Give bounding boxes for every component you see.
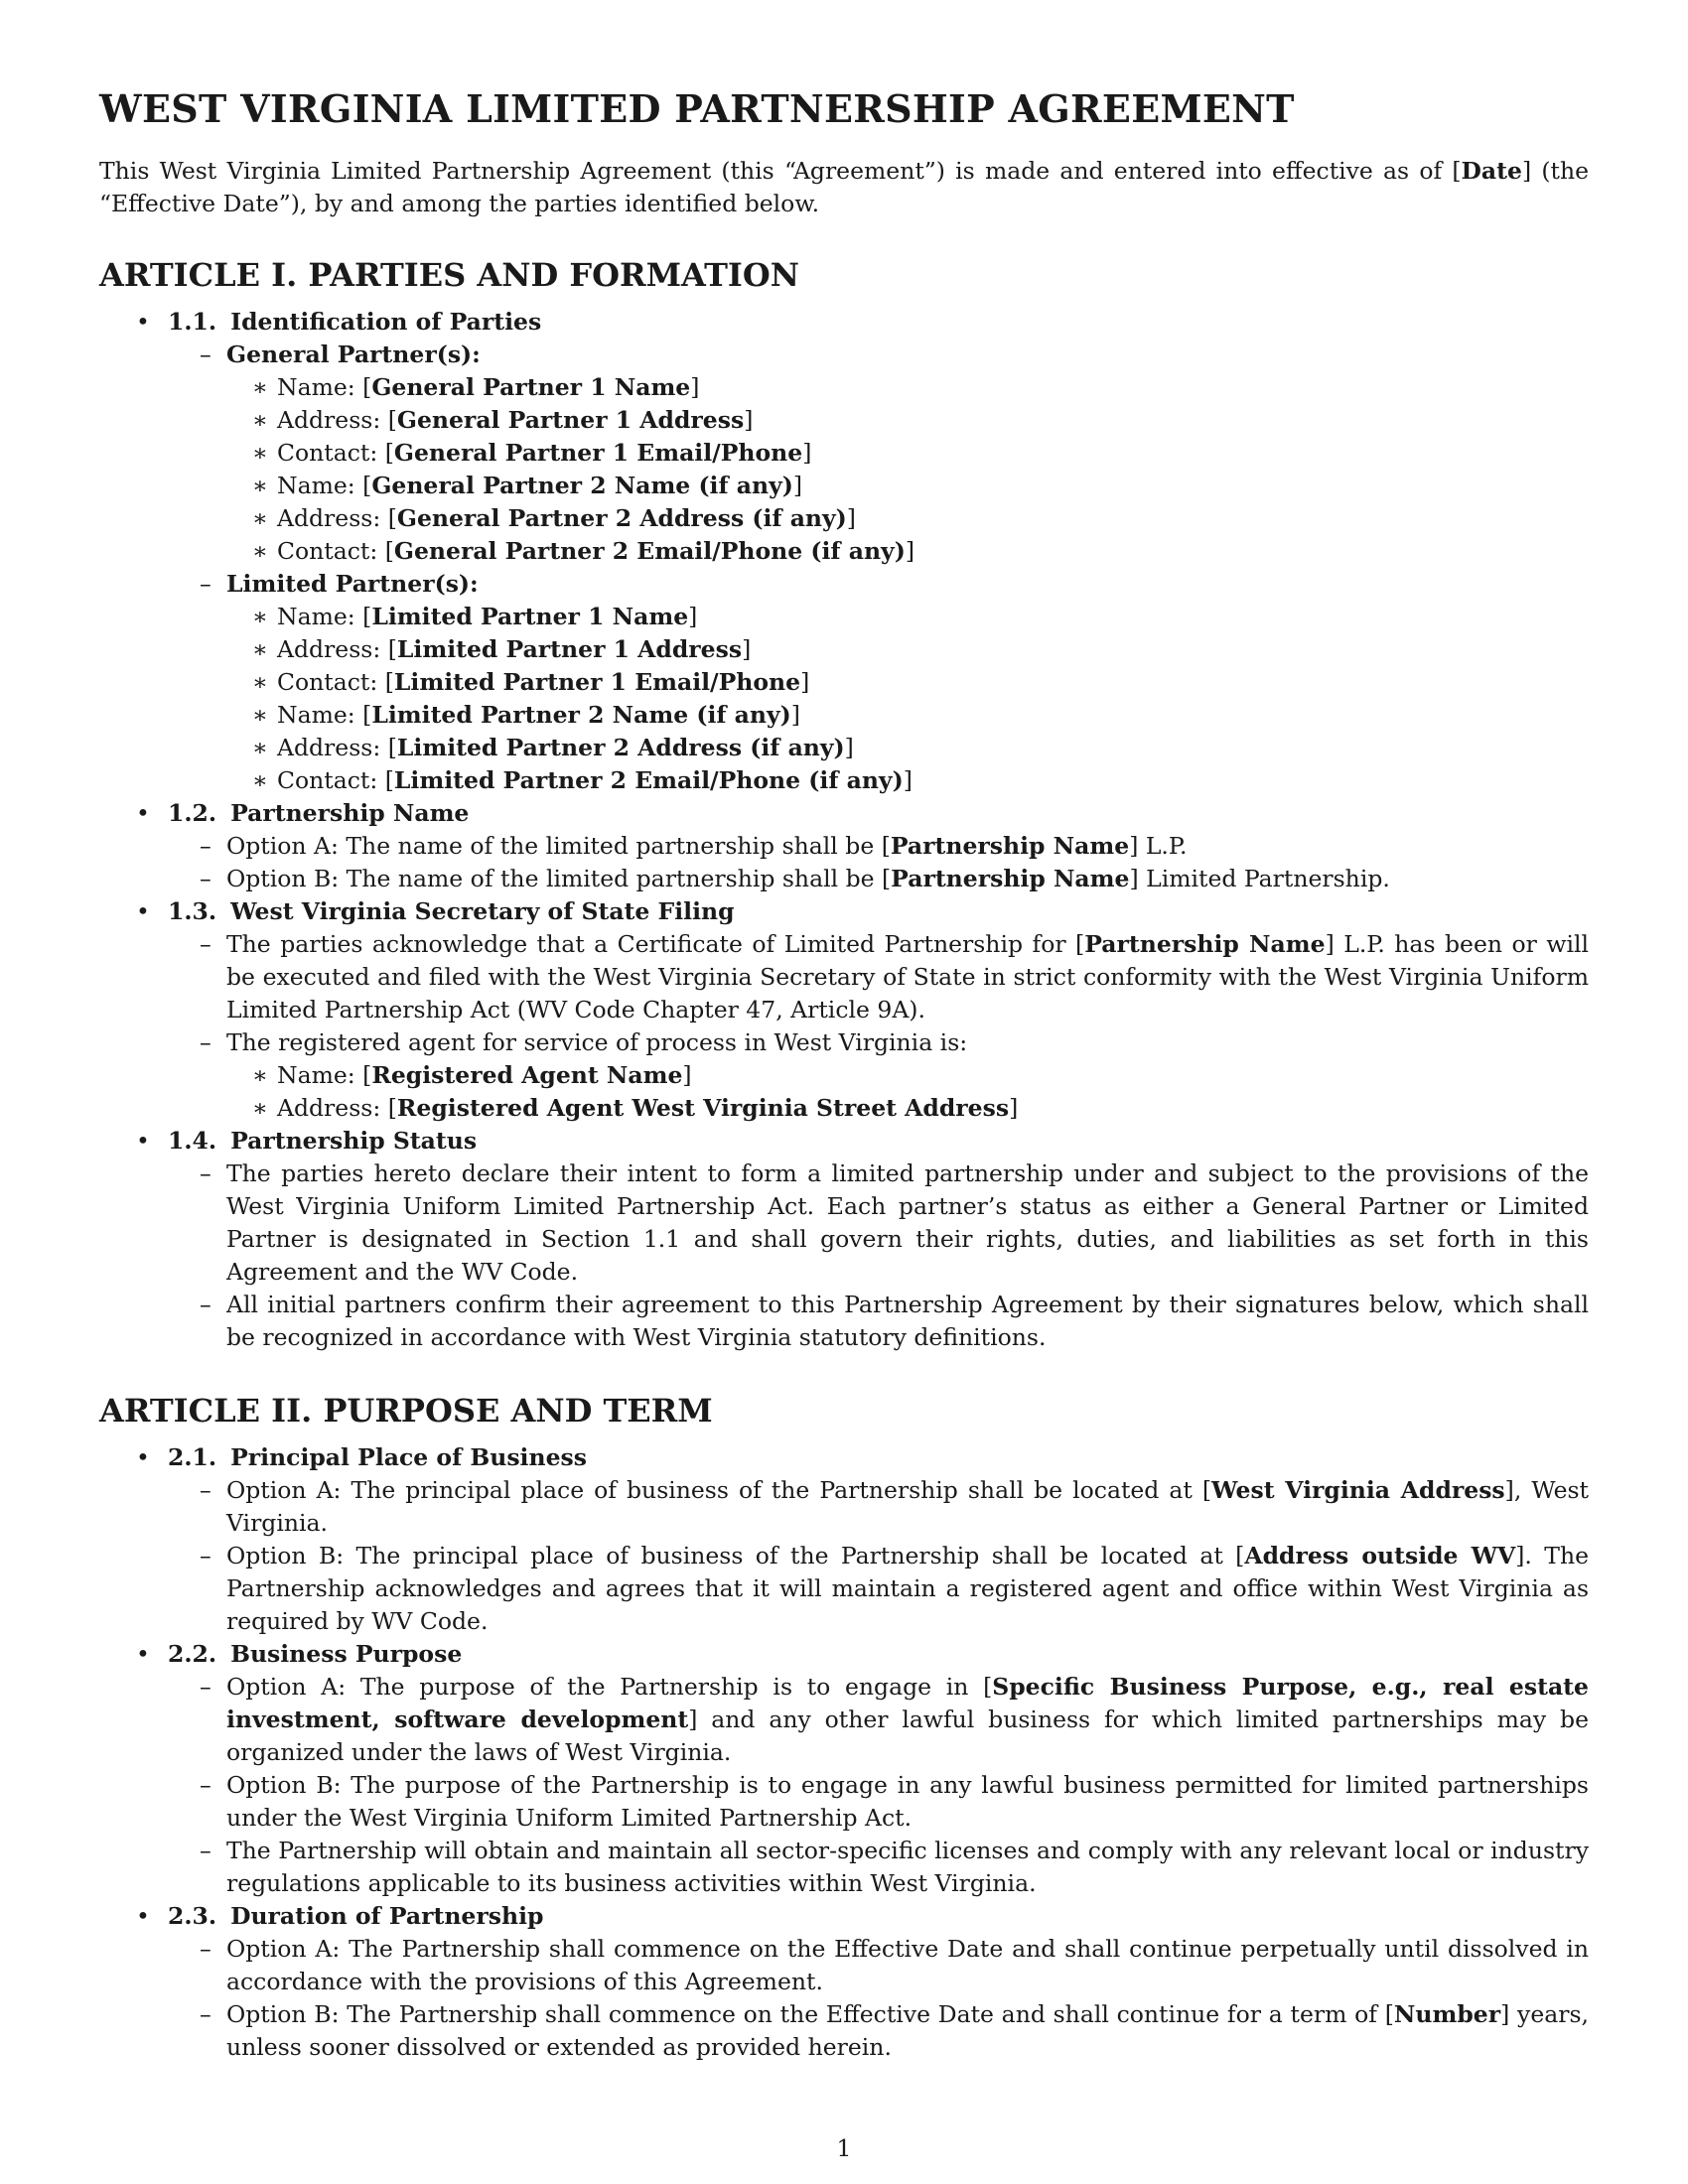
article-2-heading: ARTICLE II. PURPOSE AND TERM — [99, 1392, 713, 1430]
list-item: ∗ Name: [General Partner 2 Name (if any)] — [226, 470, 1589, 502]
section-1-3-title: West Virginia Secretary of State Filing — [230, 897, 735, 925]
section-1-2-title: Partnership Name — [230, 799, 470, 827]
list-item: – Option A: The Partnership shall commence on the Effective Date and shall continue perpetually until dissolved in accordance with the provisions of this Agreement. — [168, 1933, 1589, 1998]
general-partners-group — [168, 339, 1589, 568]
section-1-4: • 1.4. Partnership Status – The parties hereto declare their intent to form a limited partnership under and subject to the provisions of the West Virginia Uniform Limited Partnership Act. Each partner’s status as either a General Partner or Limited Partner is designated in Section 1.1 and shall govern their rights, duties, and liabilities as set forth in this Agreement and the WV Code. – All initial partners confirm their agreement to this Partnership Agreement by their signatures below, which shall be recognized in accordance with West Virginia statutory definitions. — [99, 1125, 1589, 1354]
list-item: – Option B: The Partnership shall commence on the Effective Date and shall continue for a term of [Number] years, unless sooner dissolved or extended as provided herein. — [168, 1998, 1589, 2064]
list-item: ∗ Contact: [General Partner 1 Email/Phone] — [226, 437, 1589, 470]
section-2-3: • 2.3. Duration of Partnership – Option A: The Partnership shall commence on the Effective Date and shall continue perpetually until dissolved in accordance with the provisions of this Agreement. – Option B: The Partnership shall commence on the Effective Date and shall continue for a term of [Number] years, unless sooner dissolved or extended as provided herein. — [99, 1900, 1589, 2064]
section-2-1: • 2.1. Principal Place of Business – Option A: The principal place of business of the Partnership shall be located at [West Virginia Address], West Virginia. – Option B: The principal place of business of the Partnership shall be located at [Address outside WV]. The Partnership acknowledges and agrees that it will maintain a registered agent and office within West Virginia as required by WV Code. — [99, 1441, 1589, 1638]
list-item: – The Partnership will obtain and maintain all sector-specific licenses and comply with any relevant local or industry regulations applicable to its business activities within West Virginia. — [168, 1835, 1589, 1900]
list-item: – The parties acknowledge that a Certificate of Limited Partnership for [Partnership Name] L.P. has been or will be executed and filed with the West Virginia Secretary of State in strict conformity with the West Virginia Uniform Limited Partnership Act (WV Code Chapter 47, Article 9A). — [168, 928, 1589, 1026]
section-2-3-title: Duration of Partnership — [230, 1902, 544, 1930]
page-number: 1 — [836, 2134, 852, 2162]
date-placeholder: Date — [1461, 157, 1522, 185]
section-2-1-title: Principal Place of Business — [230, 1443, 587, 1471]
list-item: ∗ Address: [Limited Partner 1 Address] — [226, 633, 1589, 666]
list-item: ∗ Contact: [General Partner 2 Email/Phone (if any)] — [226, 535, 1589, 568]
list-item: – The parties hereto declare their intent to form a limited partnership under and subject to the provisions of the West Virginia Uniform Limited Partnership Act. Each partner’s status as either a General Partner or Limited Partner is designated in Section 1.1 and shall govern their rights, duties, and liabilities as set forth in this Agreement and the WV Code. — [168, 1158, 1589, 1289]
document-body — [99, 85, 1589, 2064]
list-item: – Option A: The principal place of business of the Partnership shall be located at [West Virginia Address], West Virginia. — [168, 1474, 1589, 1540]
section-1-1-title: Identification of Parties — [230, 308, 542, 336]
list-item: – All initial partners confirm their agreement to this Partnership Agreement by their signatures below, which shall be recognized in accordance with West Virginia statutory definitions. — [168, 1289, 1589, 1354]
list-item: ∗ Contact: [Limited Partner 1 Email/Phone] — [226, 666, 1589, 699]
general-partners-heading: General Partner(s): — [226, 341, 481, 368]
list-item: – Option A: The name of the limited partnership shall be [Partnership Name] L.P. — [168, 830, 1589, 863]
section-2-2-title: Business Purpose — [230, 1640, 463, 1668]
list-item: ∗ Address: [Registered Agent West Virginia Street Address] — [226, 1092, 1589, 1125]
section-1-3: • 1.3. West Virginia Secretary of State Filing – The parties acknowledge that a Certificate of Limited Partnership for [Partnership Name] L.P. has been or will be executed and filed with the West Virginia Secretary of State in strict conformity with the West Virginia Uniform Limited Partnership Act (WV Code Chapter 47, Article 9A). – The registered agent for service of process in West Virginia is: ∗ Name: [Registered Agent Name] ∗ Address: [Registered Agent West Virginia Street Address] — [99, 895, 1589, 1125]
list-item: ∗ Name: [Registered Agent Name] — [226, 1059, 1589, 1092]
document-title: WEST VIRGINIA LIMITED PARTNERSHIP AGREEMENT — [99, 86, 1295, 131]
limited-partners-heading: Limited Partner(s): — [226, 570, 479, 598]
article-2-sections — [99, 1441, 1589, 2064]
list-item: ∗ Contact: [Limited Partner 2 Email/Phone (if any)] — [226, 764, 1589, 797]
section-2-2: • 2.2. Business Purpose – Option A: The purpose of the Partnership is to engage in [Specific Business Purpose, e.g., real estate investment, software development] and any other lawful business for which limited partnerships may be organized under the laws of West Virginia. – Option B: The purpose of the Partnership is to engage in any lawful business permitted for limited partnerships under the West Virginia Uniform Limited Partnership Act. – The Partnership will obtain and maintain all sector-specific licenses and comply with any relevant local or industry regulations applicable to its business activities within West Virginia. — [99, 1638, 1589, 1900]
list-item: – Option B: The principal place of business of the Partnership shall be located at [Address outside WV]. The Partnership acknowledges and agrees that it will maintain a registered agent and office within West Virginia as required by WV Code. — [168, 1540, 1589, 1638]
list-item: – Option B: The purpose of the Partnership is to engage in any lawful business permitted for limited partnerships under the West Virginia Uniform Limited Partnership Act. — [168, 1769, 1589, 1835]
list-item: – The registered agent for service of process in West Virginia is: ∗ Name: [Registered Agent Name] ∗ Address: [Registered Agent West Virginia Street Address] — [168, 1026, 1589, 1125]
list-item: – Option A: The purpose of the Partnership is to engage in [Specific Business Purpose, e.g., real estate investment, software development] and any other lawful business for which limited partnerships may be organized under the laws of West Virginia. — [168, 1671, 1589, 1769]
article-1-sections — [99, 306, 1589, 1354]
list-item: ∗ Name: [Limited Partner 2 Name (if any)] — [226, 699, 1589, 732]
section-1-2: • 1.2. Partnership Name – Option A: The name of the limited partnership shall be [Partnership Name] L.P. – Option B: The name of the limited partnership shall be [Partnership Name] Limited Partnership. — [99, 797, 1589, 895]
intro-paragraph: This West Virginia Limited Partnership Agreement (this “Agreement”) is made and entered into effective as of [Date] (the “Effective Date”), by and among the parties identified below. — [99, 157, 1589, 217]
list-item: ∗ Name: [General Partner 1 Name] — [226, 371, 1589, 404]
list-item: ∗ Name: [Limited Partner 1 Name] — [226, 601, 1589, 633]
section-1-1: • 1.1. Identification of Parties – General Partner(s): ∗ Name: [General Partner 1 Name] ∗ Address: [General Partner 1 Address] ∗ Contact: [General Partner 1 Email/Phone] ∗ Name: [General Partner 2 Name (if any)] ∗ Address: [General Partner 2 Address (if any)] ∗ Contact: [General Partner 2 Email/Phone (if any)] – Limited Partner(s): ∗ Name: [Limited Partner 1 Name] ∗ Address: [Limited Partner 1 Address] ∗ Contact: [Limited Partner 1 Email/Phone] ∗ Name: [Limited Partner 2 Name (if any)] ∗ Address: [Limited Partner 2 Address (if any)] ∗ Contact: [Limited Partner 2 Email/Phone (if any)] — [99, 306, 1589, 797]
list-item: ∗ Address: [General Partner 2 Address (if any)] — [226, 502, 1589, 535]
list-item: ∗ Address: [General Partner 1 Address] — [226, 404, 1589, 437]
section-1-4-title: Partnership Status — [230, 1127, 478, 1155]
list-item: ∗ Address: [Limited Partner 2 Address (if any)] — [226, 732, 1589, 764]
article-1-heading: ARTICLE I. PARTIES AND FORMATION — [99, 256, 799, 294]
list-item: – Option B: The name of the limited partnership shall be [Partnership Name] Limited Partnership. — [168, 863, 1589, 895]
limited-partners-group — [168, 568, 1589, 797]
